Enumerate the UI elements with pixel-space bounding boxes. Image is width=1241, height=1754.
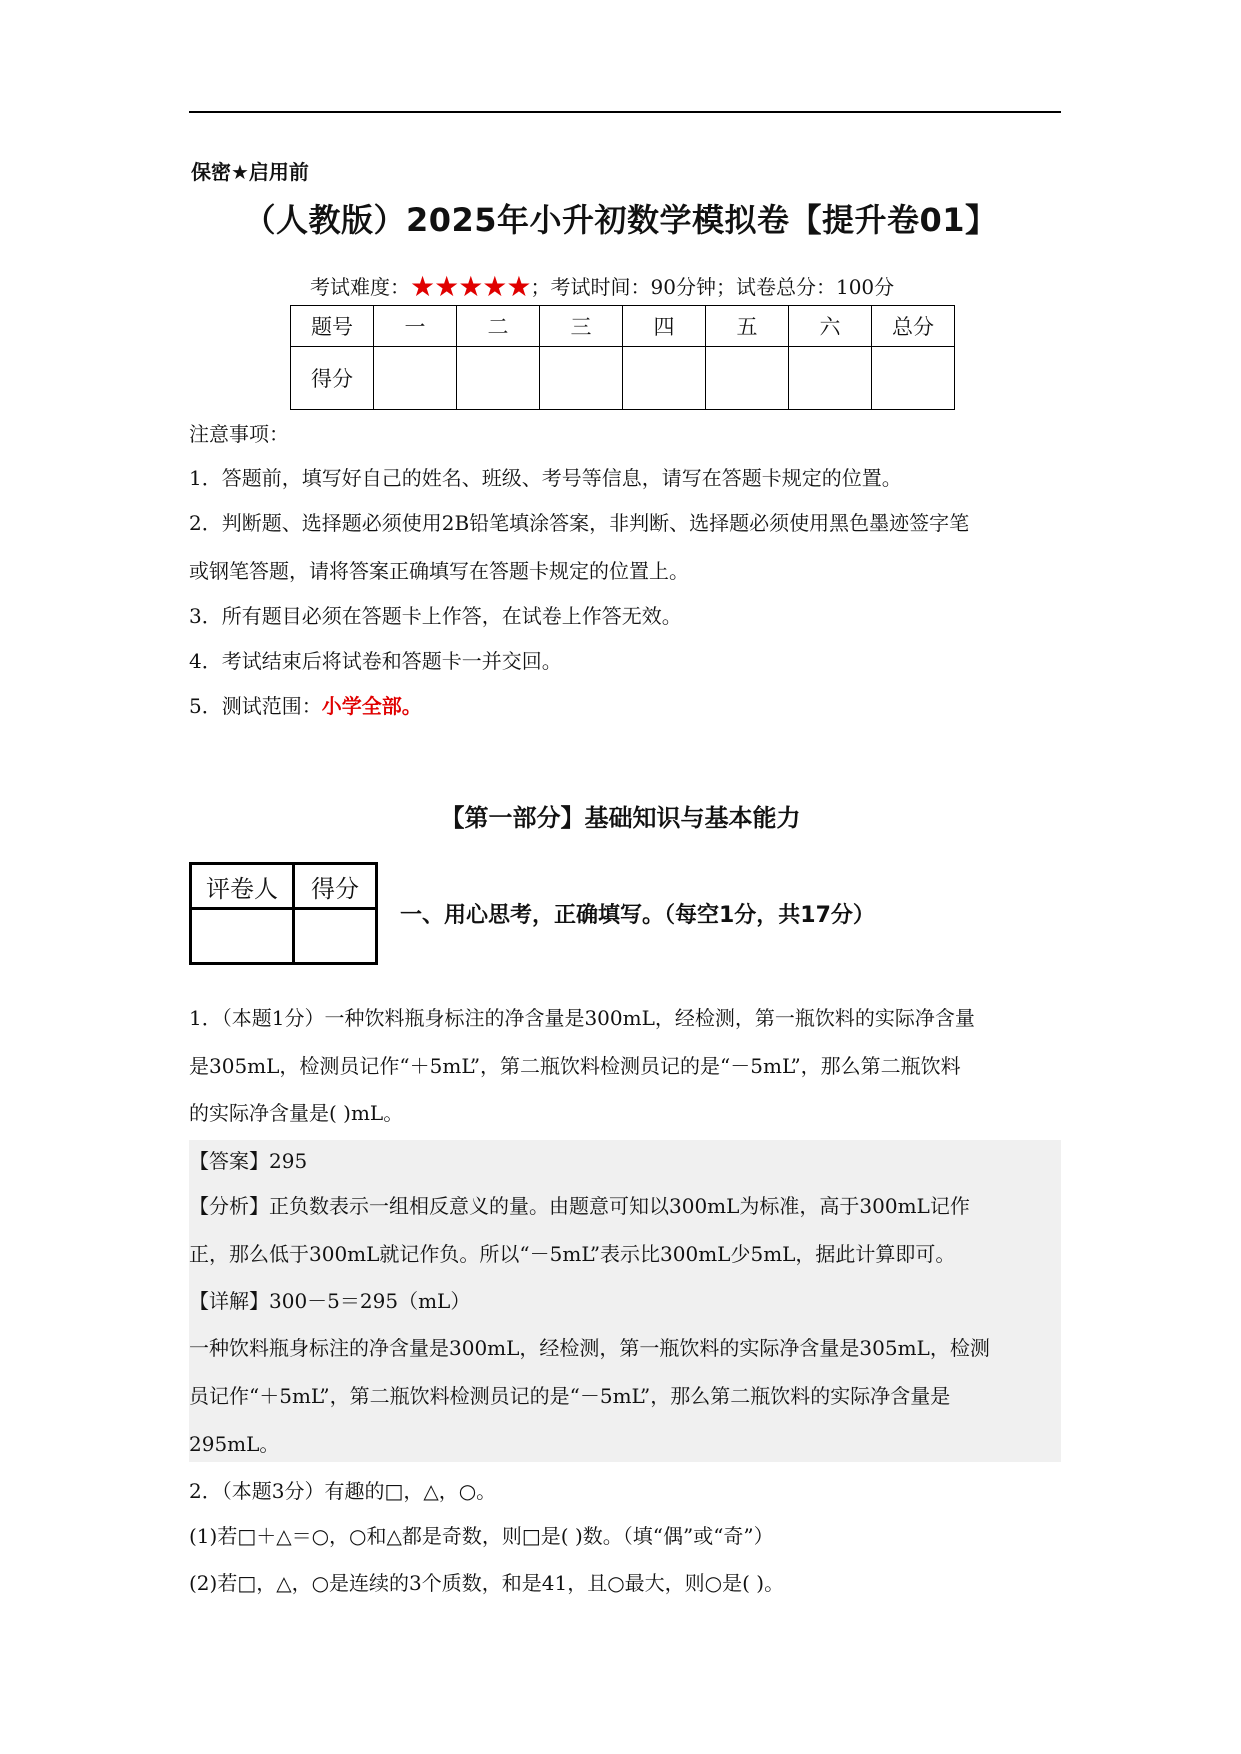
top-rule — [189, 111, 1061, 113]
notes-title: 注意事项： — [189, 422, 289, 446]
score-header-cell: 四 — [623, 306, 706, 347]
test-scope-value: 小学全部。 — [321, 694, 422, 718]
reviewer-cell — [191, 909, 294, 964]
analysis-line: 正，那么低于300mL就记作负。所以“－5mL”表示比300mL少5mL，据此计算即可。 — [189, 1242, 956, 1266]
test-scope-label: 5．测试范围： — [189, 694, 322, 718]
score-header-cell: 六 — [789, 306, 872, 347]
grader-score-cell — [294, 909, 377, 964]
question-line: 是305mL，检测员记作“＋5mL”，第二瓶饮料检测员记的是“－5mL”，那么第二瓶饮料 — [189, 1054, 961, 1078]
note-item: 3．所有题目必须在答题卡上作答，在试卷上作答无效。 — [189, 604, 682, 628]
difficulty-stars-icon: ★★★★★ — [410, 270, 531, 303]
score-header-cell: 三 — [540, 306, 623, 347]
score-cell — [706, 347, 789, 410]
note-item: 1．答题前，填写好自己的姓名、班级、考号等信息，请写在答题卡规定的位置。 — [189, 466, 902, 490]
question-line: 2．（本题3分）有趣的□，△，○。 — [189, 1479, 497, 1503]
reviewer-header: 评卷人 — [191, 864, 294, 909]
score-header-cell: 二 — [457, 306, 540, 347]
detail-line: 295mL。 — [189, 1432, 280, 1456]
score-cell — [789, 347, 872, 410]
question-line: 1．（本题1分）一种饮料瓶身标注的净含量是300mL，经检测，第一瓶饮料的实际净含量 — [189, 1006, 975, 1030]
section-heading: 一、用心思考，正确填写。（每空1分，共17分） — [400, 903, 875, 928]
note-item — [189, 690, 422, 719]
score-cell — [623, 347, 706, 410]
score-cell — [872, 347, 955, 410]
question-line: (2)若□，△，○是连续的3个质数，和是41，且○最大，则○是( )。 — [189, 1571, 785, 1595]
exam-time-score: ；考试时间：90分钟；试卷总分：100分 — [530, 275, 895, 299]
score-header-cell: 一 — [374, 306, 457, 347]
detail-line: 员记作“＋5mL”，第二瓶饮料检测员记的是“－5mL”，那么第二瓶饮料的实际净含量是 — [189, 1384, 951, 1408]
difficulty-label: 考试难度： — [310, 275, 410, 299]
score-header-cell: 题号 — [291, 306, 374, 347]
answer-line: 【答案】295 — [189, 1149, 308, 1173]
part-title: 【第一部分】基础知识与基本能力 — [440, 804, 801, 832]
score-header-cell: 五 — [706, 306, 789, 347]
grader-score-header: 得分 — [294, 864, 377, 909]
question-line: (1)若□＋△＝○，○和△都是奇数，则□是( )数。（填“偶”或“奇”） — [189, 1524, 774, 1548]
page-title: （人教版）2025年小升初数学模拟卷【提升卷01】 — [243, 201, 998, 239]
score-table — [290, 305, 955, 410]
note-item: 或钢笔答题，请将答案正确填写在答题卡规定的位置上。 — [189, 559, 689, 583]
exam-info — [310, 270, 894, 303]
score-cell — [457, 347, 540, 410]
score-cell — [374, 347, 457, 410]
analysis-line: 【分析】正负数表示一组相反意义的量。由题意可知以300mL为标准，高于300mL记作 — [189, 1194, 970, 1218]
question-line: 的实际净含量是( )mL。 — [189, 1101, 404, 1125]
score-cell — [540, 347, 623, 410]
detail-line: 一种饮料瓶身标注的净含量是300mL，经检测，第一瓶饮料的实际净含量是305mL，检测 — [189, 1336, 990, 1360]
detail-line: 【详解】300－5＝295（mL） — [189, 1289, 471, 1313]
score-header-cell: 总分 — [872, 306, 955, 347]
grader-table — [189, 862, 378, 965]
score-row-label: 得分 — [291, 347, 374, 410]
confidential-label: 保密★启用前 — [191, 160, 309, 184]
note-item: 2．判断题、选择题必须使用2B铅笔填涂答案，非判断、选择题必须使用黑色墨迹签字笔 — [189, 511, 970, 535]
note-item: 4．考试结束后将试卷和答题卡一并交回。 — [189, 649, 562, 673]
